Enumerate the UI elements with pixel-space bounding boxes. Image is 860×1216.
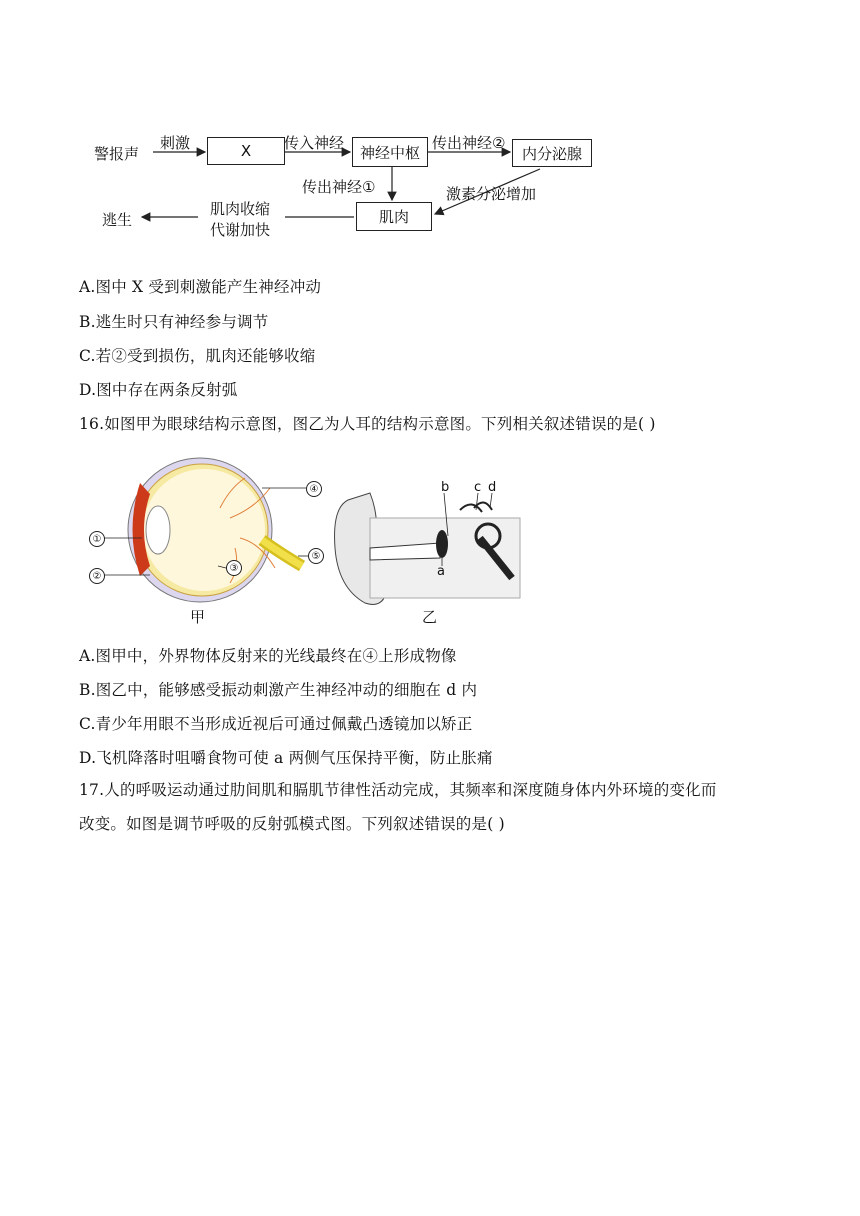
q17-stem-line-1: 17.人的呼吸运动通过肋间肌和膈肌节律性活动完成，其频率和深度随身体内外环境的变化而 (79, 781, 717, 799)
eye-label-2: ② (89, 568, 105, 584)
q16-option-a: A.图甲中，外界物体反射来的光线最终在④上形成物像 (79, 647, 457, 665)
efferent-nerve-2-label: 传出神经② (432, 134, 506, 152)
q15-option-c: C.若②受到损伤，肌肉还能够收缩 (79, 347, 316, 365)
figure-jia-caption: 甲 (190, 608, 206, 626)
endocrine-gland-box: 内分泌腺 (512, 139, 592, 167)
q15-option-a: A.图中 X 受到刺激能产生神经冲动 (79, 278, 322, 296)
stimulus-label: 刺激 (160, 134, 191, 152)
reflex-flowchart (80, 120, 640, 250)
afferent-nerve-label: 传入神经 (284, 134, 345, 152)
ear-label-a: a (437, 564, 445, 579)
ear-label-b: b (441, 480, 450, 495)
eye-and-ear-diagrams (80, 448, 540, 633)
q15-option-b: B.逃生时只有神经参与调节 (79, 313, 269, 331)
nerve-center-box: 神经中枢 (352, 137, 428, 167)
q16-figures (80, 448, 540, 633)
eye-label-3: ③ (226, 560, 242, 576)
ear-label-d: d (488, 480, 497, 495)
outcome-label: 逃生 (102, 211, 133, 229)
eye-label-1: ① (89, 531, 105, 547)
muscle-box: 肌肉 (356, 202, 432, 231)
hormone-secretion-label: 激素分泌增加 (446, 185, 537, 203)
eyeball-diagram (100, 458, 308, 602)
q15-option-d: D.图中存在两条反射弧 (79, 381, 238, 399)
effect-line-2: 代谢加快 (210, 221, 271, 239)
q17-stem-line-2: 改变。如图是调节呼吸的反射弧模式图。下列叙述错误的是( ) (79, 815, 505, 833)
q16-option-d: D.飞机降落时咀嚼食物可使 a 两侧气压保持平衡，防止胀痛 (79, 749, 493, 767)
eye-label-5: ⑤ (308, 548, 324, 564)
eye-label-4: ④ (306, 481, 322, 497)
figure-yi-caption: 乙 (422, 608, 438, 626)
q16-option-b: B.图乙中，能够感受振动刺激产生神经冲动的细胞在 d 内 (79, 681, 478, 699)
receptor-box: X (207, 137, 285, 165)
ear-label-c: c (474, 480, 482, 495)
efferent-nerve-1-label: 传出神经① (302, 178, 376, 196)
effect-line-1: 肌肉收缩 (210, 200, 271, 218)
q16-option-c: C.青少年用眼不当形成近视后可通过佩戴凸透镜加以矫正 (79, 715, 473, 733)
ear-diagram (335, 493, 520, 604)
q16-stem: 16.如图甲为眼球结构示意图，图乙为人耳的结构示意图。下列相关叙述错误的是( ) (79, 415, 656, 433)
stimulus-source: 警报声 (94, 145, 140, 163)
